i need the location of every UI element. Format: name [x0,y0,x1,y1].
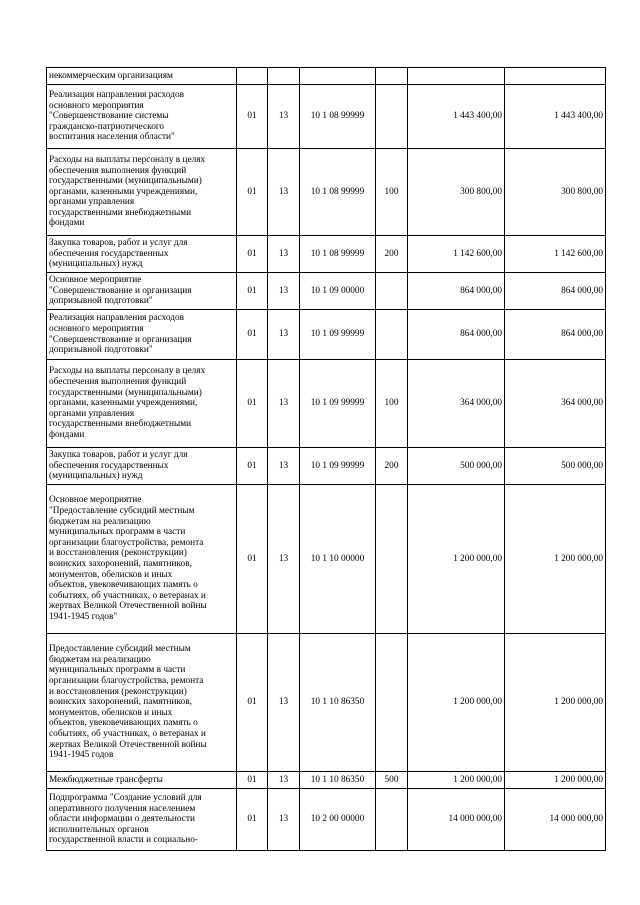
table-row [47,485,606,634]
row-subsection: 13 [268,236,300,273]
row-sum-2: 1 200 000,00 [505,485,606,634]
row-section: 01 [237,360,268,448]
row-sum-1 [408,68,505,85]
table-row [47,360,606,448]
table-row [47,789,606,851]
table-row [47,634,606,772]
row-expense-type [376,310,408,360]
row-subsection: 13 [268,85,300,149]
row-name: Предоставление субсидий местным бюджетам на реализацию муниципальных программ в части организации благоустройства, ремонта и восстановления (реконструкции) воинских захоронений, памятников, монументов, обелисков и иных объектов, увековечивающих память о событиях, об участниках, о ветеранах и жертвах Великой Отечественной войны 1941-1945 годов [47,634,237,772]
row-sum-1: 14 000 000,00 [408,789,505,851]
row-target-article: 10 1 09 99999 [300,448,376,485]
row-sum-2: 1 443 400,00 [505,85,606,149]
row-subsection: 13 [268,310,300,360]
row-expense-type: 100 [376,149,408,236]
row-expense-type [376,85,408,149]
row-subsection [268,68,300,85]
table-row [47,310,606,360]
row-name: Межбюджетные трансферты [47,772,237,789]
row-subsection: 13 [268,772,300,789]
row-sum-2: 1 142 600,00 [505,236,606,273]
row-expense-type [376,485,408,634]
row-expense-type [376,273,408,310]
row-sum-1: 1 443 400,00 [408,85,505,149]
table-row [47,68,606,85]
table-row [47,448,606,485]
row-subsection: 13 [268,789,300,851]
row-section: 01 [237,85,268,149]
row-subsection: 13 [268,149,300,236]
row-sum-1: 1 200 000,00 [408,485,505,634]
row-section: 01 [237,310,268,360]
table-row [47,85,606,149]
row-sum-1: 500 000,00 [408,448,505,485]
row-sum-1: 1 200 000,00 [408,772,505,789]
row-sum-2: 364 000,00 [505,360,606,448]
row-name: Расходы на выплаты персоналу в целях обеспечения выполнения функций государственными (муниципальными) органами, казенными учреждениями, органами управления государственными внебюджетными фондами [47,149,237,236]
row-subsection: 13 [268,634,300,772]
row-sum-1: 1 142 600,00 [408,236,505,273]
row-section [237,68,268,85]
budget-page [46,67,605,851]
row-section: 01 [237,448,268,485]
table-row [47,273,606,310]
row-section: 01 [237,789,268,851]
row-expense-type: 200 [376,448,408,485]
row-sum-2 [505,68,606,85]
row-target-article: 10 1 08 99999 [300,85,376,149]
row-name: некоммерческим организациям [47,68,237,85]
row-section: 01 [237,149,268,236]
row-expense-type [376,634,408,772]
row-subsection: 13 [268,485,300,634]
row-sum-2: 500 000,00 [505,448,606,485]
row-expense-type [376,789,408,851]
row-sum-1: 1 200 000,00 [408,634,505,772]
row-sum-2: 864 000,00 [505,273,606,310]
row-sum-2: 1 200 000,00 [505,634,606,772]
row-sum-2: 864 000,00 [505,310,606,360]
row-target-article: 10 1 09 99999 [300,360,376,448]
row-target-article: 10 2 00 00000 [300,789,376,851]
row-sum-1: 864 000,00 [408,310,505,360]
row-section: 01 [237,485,268,634]
row-sum-1: 364 000,00 [408,360,505,448]
row-section: 01 [237,236,268,273]
row-section: 01 [237,634,268,772]
row-target-article: 10 1 08 99999 [300,236,376,273]
row-name: Расходы на выплаты персоналу в целях обеспечения выполнения функций государственными (муниципальными) органами, казенными учреждениями, органами управления государственными внебюджетными фондами [47,360,237,448]
row-expense-type: 500 [376,772,408,789]
row-target-article: 10 1 10 00000 [300,485,376,634]
row-name: Основное мероприятие "Предоставление субсидий местным бюджетам на реализацию муниципальных программ в части организации благоустройства, ремонта и восстановления (реконструкции) воинских захоронений, памятников, монументов, обелисков и иных объектов, увековечивающих память о событиях, об участниках, о ветеранах и жертвах Великой Отечественной войны 1941-1945 годов" [47,485,237,634]
table-row [47,772,606,789]
row-subsection: 13 [268,448,300,485]
row-name: Основное мероприятие "Совершенствование и организация допризывной подготовки" [47,273,237,310]
budget-table [46,67,606,851]
row-name: Реализация направления расходов основного мероприятия "Совершенствование и организация допризывной подготовки" [47,310,237,360]
table-row [47,149,606,236]
row-subsection: 13 [268,273,300,310]
row-section: 01 [237,772,268,789]
row-sum-1: 300 800,00 [408,149,505,236]
row-name: Закупка товаров, работ и услуг для обеспечения государственных (муниципальных) нужд [47,236,237,273]
row-target-article: 10 1 08 99999 [300,149,376,236]
row-sum-1: 864 000,00 [408,273,505,310]
table-row [47,236,606,273]
row-name: Реализация направления расходов основного мероприятия "Совершенствование системы гражданско-патриотического воспитания населения области" [47,85,237,149]
row-name: Закупка товаров, работ и услуг для обеспечения государственных (муниципальных) нужд [47,448,237,485]
row-section: 01 [237,273,268,310]
row-sum-2: 14 000 000,00 [505,789,606,851]
row-target-article: 10 1 09 00000 [300,273,376,310]
row-expense-type: 100 [376,360,408,448]
row-sum-2: 300 800,00 [505,149,606,236]
row-expense-type: 200 [376,236,408,273]
row-expense-type [376,68,408,85]
row-name: Подпрограмма "Создание условий для оперативного получения населением области информации о деятельности исполнительных органов государственной власти и социально- [47,789,237,851]
row-target-article: 10 1 10 86350 [300,634,376,772]
row-sum-2: 1 200 000,00 [505,772,606,789]
row-target-article: 10 1 10 86350 [300,772,376,789]
row-target-article [300,68,376,85]
row-subsection: 13 [268,360,300,448]
row-target-article: 10 1 09 99999 [300,310,376,360]
